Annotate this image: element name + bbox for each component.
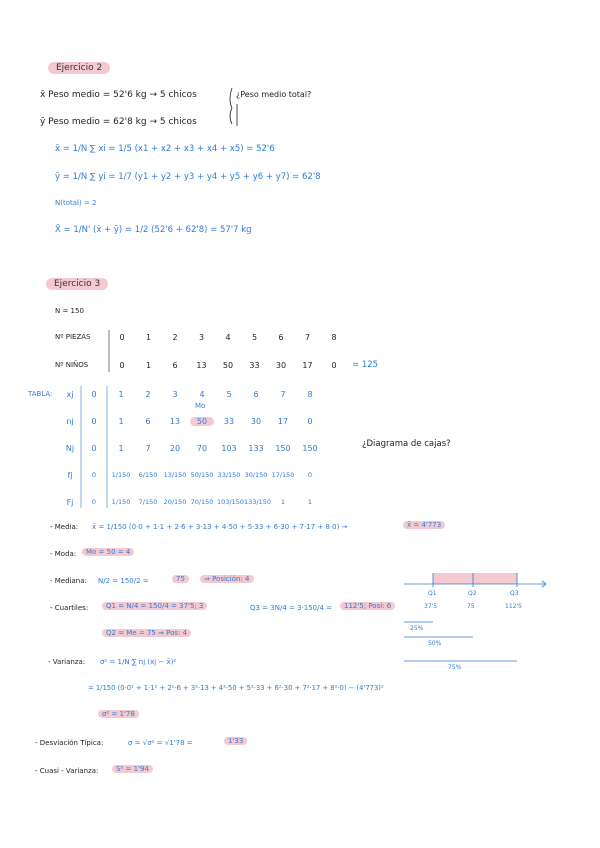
rowA-cell: 8 bbox=[331, 333, 337, 342]
table-cell-fj: 0 bbox=[307, 471, 313, 479]
rowB-cell: 13 bbox=[196, 361, 207, 370]
rowB-cell: 0 bbox=[331, 361, 337, 370]
exercise-2-title: Ejercicio 2 bbox=[48, 62, 110, 74]
std-dev-formula: σ = √σ² = √1'78 = bbox=[128, 739, 193, 747]
table-cell-nj: 33 bbox=[223, 417, 235, 426]
ex2-line-1: x̄ Peso medio = 52'6 kg → 5 chicos bbox=[40, 90, 197, 100]
rowB-cell: 6 bbox=[172, 361, 178, 370]
mean-label: - Media: bbox=[50, 523, 79, 531]
table-cell-fj: 30/150 bbox=[244, 471, 268, 479]
rowA-cell: 7 bbox=[304, 333, 311, 342]
table-cell-fj: 33/150 bbox=[217, 471, 241, 479]
box-q2-value: 75 bbox=[467, 603, 475, 610]
mode-value: Mo = 50 = 4 bbox=[82, 548, 134, 556]
exercise-3-title: Ejercicio 3 bbox=[46, 278, 108, 290]
median-formula: N/2 = 150/2 = bbox=[98, 577, 149, 585]
rowA-cell: 0 bbox=[119, 333, 125, 342]
table-cell-nj: 1 bbox=[118, 417, 124, 426]
table-cell-Fj: 70/150 bbox=[190, 498, 214, 506]
quartiles-label: - Cuartiles: bbox=[50, 604, 89, 612]
std-dev-value: 1'33 bbox=[224, 737, 247, 745]
q2-value: Q2 = Me = 75 ⇒ Pos: 4 bbox=[102, 629, 191, 637]
rowA-cell: 5 bbox=[251, 333, 258, 342]
box-q1-label: Q1 bbox=[428, 590, 437, 597]
ex2-line-2: ȳ Peso medio = 62'8 kg → 5 chicos bbox=[40, 117, 197, 127]
mean-result: x̄ = 4'773 bbox=[403, 521, 445, 529]
box-q2-label: Q2 bbox=[468, 590, 477, 597]
rowB-cell: 17 bbox=[302, 361, 313, 370]
mode-mark: Mo bbox=[195, 402, 206, 410]
variance-result: σ² = 1'78 bbox=[98, 710, 139, 718]
children-row-label: Nº NIÑOS bbox=[55, 361, 89, 369]
table-cell-nj: 6 bbox=[145, 417, 151, 426]
table-cell-nj: 0 bbox=[91, 417, 97, 426]
ex2-formula-y: ȳ = 1/N ∑ yi = 1/7 (y1 + y2 + y3 + y4 + y5 + y6 + y7) = 62'8 bbox=[55, 172, 321, 182]
ex2-formula-total: X̄ = 1/N' (x̄ + ȳ) = 1/2 (52'6 + 62'8) = 57'7 kg bbox=[55, 225, 252, 235]
box-50-pct: 50% bbox=[428, 640, 442, 647]
median-value: 75 bbox=[172, 575, 189, 583]
table-cell-nj: 50 bbox=[190, 417, 214, 426]
std-dev-label: - Desviación Típica: bbox=[35, 739, 104, 747]
table-row-label: nj bbox=[66, 417, 74, 426]
table-cell-Nj: 0 bbox=[91, 444, 97, 453]
table-cell-fj: 13/150 bbox=[163, 471, 187, 479]
mode-label: - Moda: bbox=[50, 550, 77, 558]
table-cell-xj: 4 bbox=[199, 390, 205, 399]
table-cell-xj: 1 bbox=[118, 390, 124, 399]
children-total: = 125 bbox=[352, 360, 379, 370]
table-cell-Nj: 1 bbox=[118, 444, 124, 453]
table-cell-Nj: 7 bbox=[145, 444, 151, 453]
table-cell-fj: 6/150 bbox=[138, 471, 158, 479]
q3-formula: Q3 = 3N/4 = 3·150/4 = bbox=[250, 604, 333, 612]
table-cell-nj: 0 bbox=[307, 417, 313, 426]
table-cell-Fj: 20/150 bbox=[163, 498, 187, 506]
rowA-cell: 6 bbox=[278, 333, 284, 342]
table-cell-nj: 13 bbox=[169, 417, 181, 426]
rowA-cell: 2 bbox=[172, 333, 178, 342]
table-cell-Nj: 103 bbox=[221, 444, 237, 453]
table-cell-xj: 2 bbox=[145, 390, 151, 399]
quasi-variance-value: S² = 1'94 bbox=[112, 765, 153, 773]
table-cell-Fj: 133/150 bbox=[244, 498, 272, 506]
box-q1-value: 37'5 bbox=[424, 603, 438, 610]
variance-expansion: = 1/150 (0·0² + 1·1² + 2²·6 + 3²·13 + 4²·50 + 5²·33 + 6²·30 + 7²·17 + 8²·0) − (4'773)² bbox=[88, 684, 384, 692]
box-q3-label: Q3 bbox=[510, 590, 519, 597]
table-cell-fj: 0 bbox=[91, 471, 97, 479]
box-q3-value: 112'5 bbox=[505, 603, 522, 610]
table-row-label: xj bbox=[66, 390, 74, 399]
table-cell-Fj: 103/150 bbox=[217, 498, 245, 506]
table-cell-Fj: 1/150 bbox=[111, 498, 131, 506]
rowB-cell: 0 bbox=[119, 361, 125, 370]
ex3-n: N = 150 bbox=[55, 307, 84, 315]
rowB-cell: 1 bbox=[145, 361, 152, 370]
mean-formula: x̄ = 1/150 (0·0 + 1·1 + 2·6 + 3·13 + 4·50 + 5·33 + 6·30 + 7·17 + 8·0) → bbox=[92, 523, 348, 531]
table-cell-Nj: 70 bbox=[196, 444, 208, 453]
table-cell-fj: 1/150 bbox=[111, 471, 131, 479]
table-cell-Fj: 7/150 bbox=[138, 498, 158, 506]
table-cell-Nj: 133 bbox=[248, 444, 264, 453]
variance-label: - Varianza: bbox=[48, 658, 86, 666]
rowA-cell: 3 bbox=[198, 333, 205, 342]
table-cell-Fj: 1 bbox=[280, 498, 286, 506]
table-cell-xj: 0 bbox=[91, 390, 97, 399]
rowB-cell: 33 bbox=[249, 361, 260, 370]
table-cell-Nj: 150 bbox=[302, 444, 318, 453]
box-25-pct: 25% bbox=[410, 625, 424, 632]
box-diagram-question: ¿Diagrama de cajas? bbox=[362, 439, 451, 449]
table-row-label: fj bbox=[67, 471, 73, 480]
table-cell-fj: 17/150 bbox=[271, 471, 295, 479]
pieces-row-label: Nº PIEZAS bbox=[55, 333, 91, 341]
q3-value: 112'5; Posi: 6 bbox=[340, 602, 395, 610]
rowB-cell: 30 bbox=[275, 361, 287, 370]
q1-value: Q1 = N/4 = 150/4 = 37'5; 3 bbox=[102, 602, 207, 610]
rowB-cell: 50 bbox=[222, 361, 234, 370]
table-row-label: Nj bbox=[65, 444, 75, 453]
ex2-question: ¿Peso medio total? bbox=[236, 90, 312, 99]
table-row-label: Fj bbox=[66, 498, 74, 507]
table-cell-fj: 50/150 bbox=[190, 471, 214, 479]
table-cell-Fj: 0 bbox=[91, 498, 97, 506]
table-cell-xj: 8 bbox=[307, 390, 313, 399]
table-cell-Nj: 20 bbox=[169, 444, 181, 453]
table-cell-xj: 7 bbox=[280, 390, 286, 399]
box-75-pct: 75% bbox=[448, 664, 462, 671]
rowA-cell: 1 bbox=[145, 333, 152, 342]
table-label: TABLA: bbox=[28, 390, 53, 398]
table-cell-nj: 30 bbox=[250, 417, 262, 426]
table-cell-Nj: 150 bbox=[275, 444, 291, 453]
table-cell-xj: 6 bbox=[253, 390, 259, 399]
ex2-n-total: N(total) = 2 bbox=[55, 199, 97, 207]
table-cell-nj: 17 bbox=[277, 417, 289, 426]
variance-formula: σ² = 1/N ∑ nj (xj − x̄)² bbox=[100, 658, 177, 666]
rowA-cell: 4 bbox=[225, 333, 231, 342]
median-position: ⇒ Posición: 4 bbox=[200, 575, 254, 583]
table-cell-xj: 3 bbox=[172, 390, 178, 399]
median-label: - Mediana: bbox=[50, 577, 87, 585]
table-cell-Fj: 1 bbox=[307, 498, 313, 506]
table-cell-xj: 5 bbox=[226, 390, 232, 399]
quasi-variance-label: - Cuasi - Varianza: bbox=[35, 767, 99, 775]
ex2-formula-x: x̄ = 1/N ∑ xi = 1/5 (x1 + x2 + x3 + x4 + x5) = 52'6 bbox=[55, 144, 275, 154]
